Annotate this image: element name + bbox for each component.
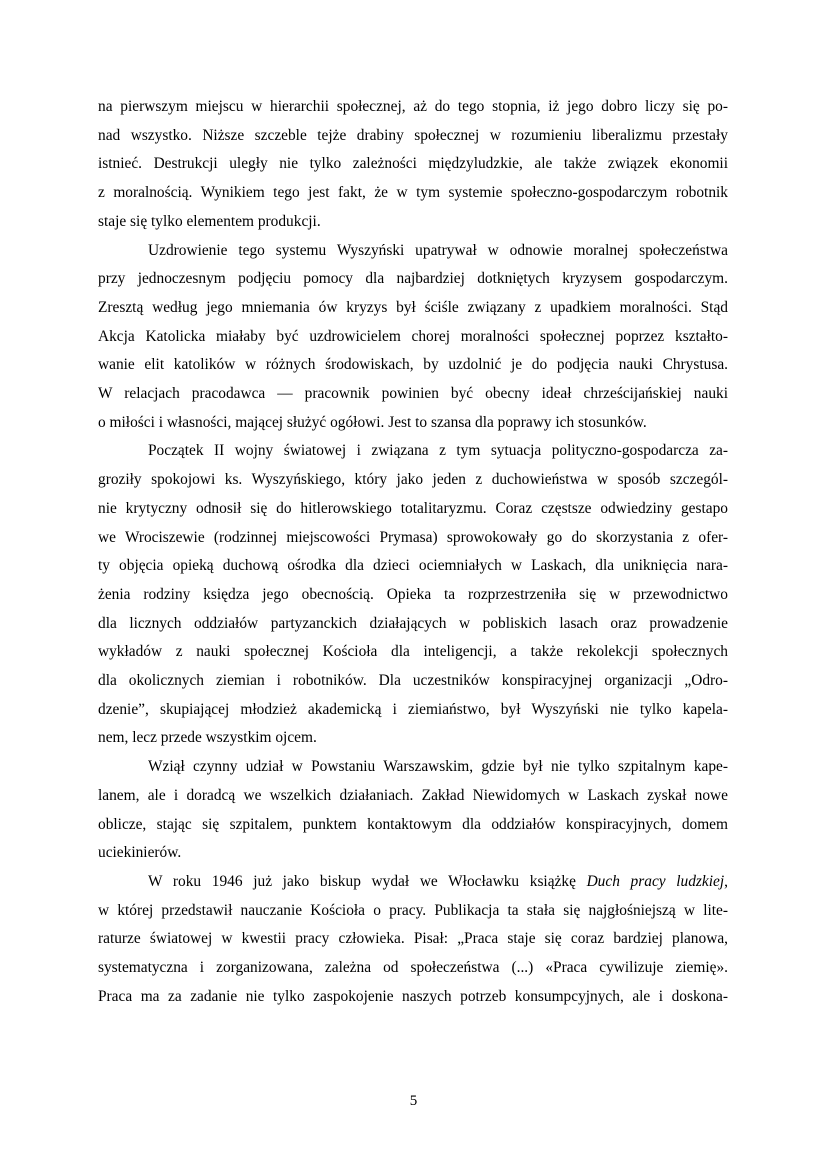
text-line: Praca ma za zadanie nie tylko zaspokojenie naszych potrzeb konsumpcyjnych, ale i doskona-: [98, 987, 728, 1005]
text-line: wanie elit katolików w różnych środowiskach, by uzdolnić je do podjęcia nauki Chrystusa.: [98, 356, 728, 374]
text-line: o miłości i własności, mającej służyć ogółowi. Jest to szansa dla poprawy ich stosunków.: [98, 413, 647, 431]
text-line: nie krytyczny odnosił się do hitlerowskiego totalitaryzmu. Coraz częstsze odwiedziny gestapo: [98, 499, 728, 517]
page-number: 5: [409, 1093, 418, 1109]
text-line: na pierwszym miejscu w hierarchii społecznej, aż do tego stopnia, iż jego dobro liczy się po-: [98, 98, 728, 115]
text-line: Uzdrowienie tego systemu Wyszyński upatrywał w odnowie moralnej społeczeństwa: [148, 241, 728, 259]
text-line: przy jednoczesnym podjęciu pomocy dla najbardziej dotkniętych kryzysem gospodarczym.: [98, 270, 728, 288]
paragraph-4: [98, 753, 728, 868]
text-line: istnieć. Destrukcji uległy nie tylko zależności międzyludzkie, ale także związek ekonomii: [98, 155, 728, 173]
text-line: W relacjach pracodawca — pracownik powinien być obecny ideał chrześcijańskiej nauki: [98, 385, 728, 403]
text-run: ,: [724, 872, 728, 890]
text-line: dla licznych oddziałów partyzanckich działających w pobliskich lasach oraz prowadzenie: [98, 614, 728, 632]
text-line: raturze światowej w kwestii pracy człowieka. Pisał: „Praca staje się coraz bardziej planowa,: [98, 930, 728, 948]
text-line: Zresztą według jego mniemania ów kryzys był ściśle związany z upadkiem moralności. Stąd: [98, 298, 728, 316]
text-line: w której przedstawił nauczanie Kościoła o pracy. Publikacja ta stała się najgłośniejszą w lite-: [98, 901, 728, 919]
text-line: staje się tylko elementem produkcji.: [98, 212, 321, 230]
book-title: Duch pracy ludzkiej: [586, 872, 725, 890]
text-line: oblicze, stając się szpitalem, punktem kontaktowym dla oddziałów konspiracyjnych, domem: [98, 815, 728, 833]
text-line: ty objęcia opieką duchową ośrodka dla dzieci ociemniałych w Laskach, dla uniknięcia nara-: [98, 557, 728, 575]
text-line: Wziął czynny udział w Powstaniu Warszawskim, gdzie był nie tylko szpitalnym kape-: [148, 758, 728, 776]
paragraph-1: [98, 93, 728, 237]
text-line: [98, 868, 728, 897]
text-line: groziły spokojowi ks. Wyszyńskiego, który jako jeden z duchowieństwa w sposób szczegól-: [98, 471, 728, 489]
text-line: systematyczna i zorganizowana, zależna od społeczeństwa (...) «Praca cywilizuje ziemię».: [98, 959, 728, 977]
text-line: we Wrociszewie (rodzinnej miejscowości Prymasa) sprowokowały go do skorzystania z ofer-: [98, 528, 728, 546]
text-line: nem, lecz przede wszystkim ojcem.: [98, 729, 317, 747]
text-line: dzenie”, skupiającej młodzież akademicką i ziemiaństwo, był Wyszyński nie tylko kapela-: [98, 700, 728, 718]
paragraph-2: [98, 237, 728, 438]
text-line: lanem, ale i doradcą we wszelkich działaniach. Zakład Niewidomych w Laskach zyskał nowe: [98, 786, 728, 804]
text-run: W roku 1946 już jako biskup wydał we Włocławku książkę: [148, 872, 587, 890]
text-line: dla okolicznych ziemian i robotników. Dla uczestników konspiracyjnej organizacji „Odro-: [98, 672, 728, 690]
text-line: nad wszystko. Niższe szczeble tejże drabiny społecznej w rozumieniu liberalizmu przestały: [98, 126, 728, 144]
text-line: Akcja Katolicka miałaby być uzdrowicielem chorej moralności społecznej poprzez kształto-: [98, 327, 728, 345]
paragraph-3: [98, 437, 728, 753]
text-line: Początek II wojny światowej i związana z tym sytuacja polityczno-gospodarcza za-: [148, 442, 728, 460]
document-body: [98, 93, 728, 1012]
paragraph-5: [98, 868, 728, 1012]
text-line: uciekinierów.: [98, 844, 182, 862]
text-line: wykładów z nauki społecznej Kościoła dla inteligencji, a także rekolekcji społecznych: [98, 643, 728, 661]
text-line: żenia rodziny księdza jego obecnością. Opieka ta rozprzestrzeniła się w przewodnictwo: [98, 585, 728, 603]
text-line: z moralnością. Wynikiem tego jest fakt, że w tym systemie społeczno-gospodarczym robotnik: [98, 184, 728, 202]
